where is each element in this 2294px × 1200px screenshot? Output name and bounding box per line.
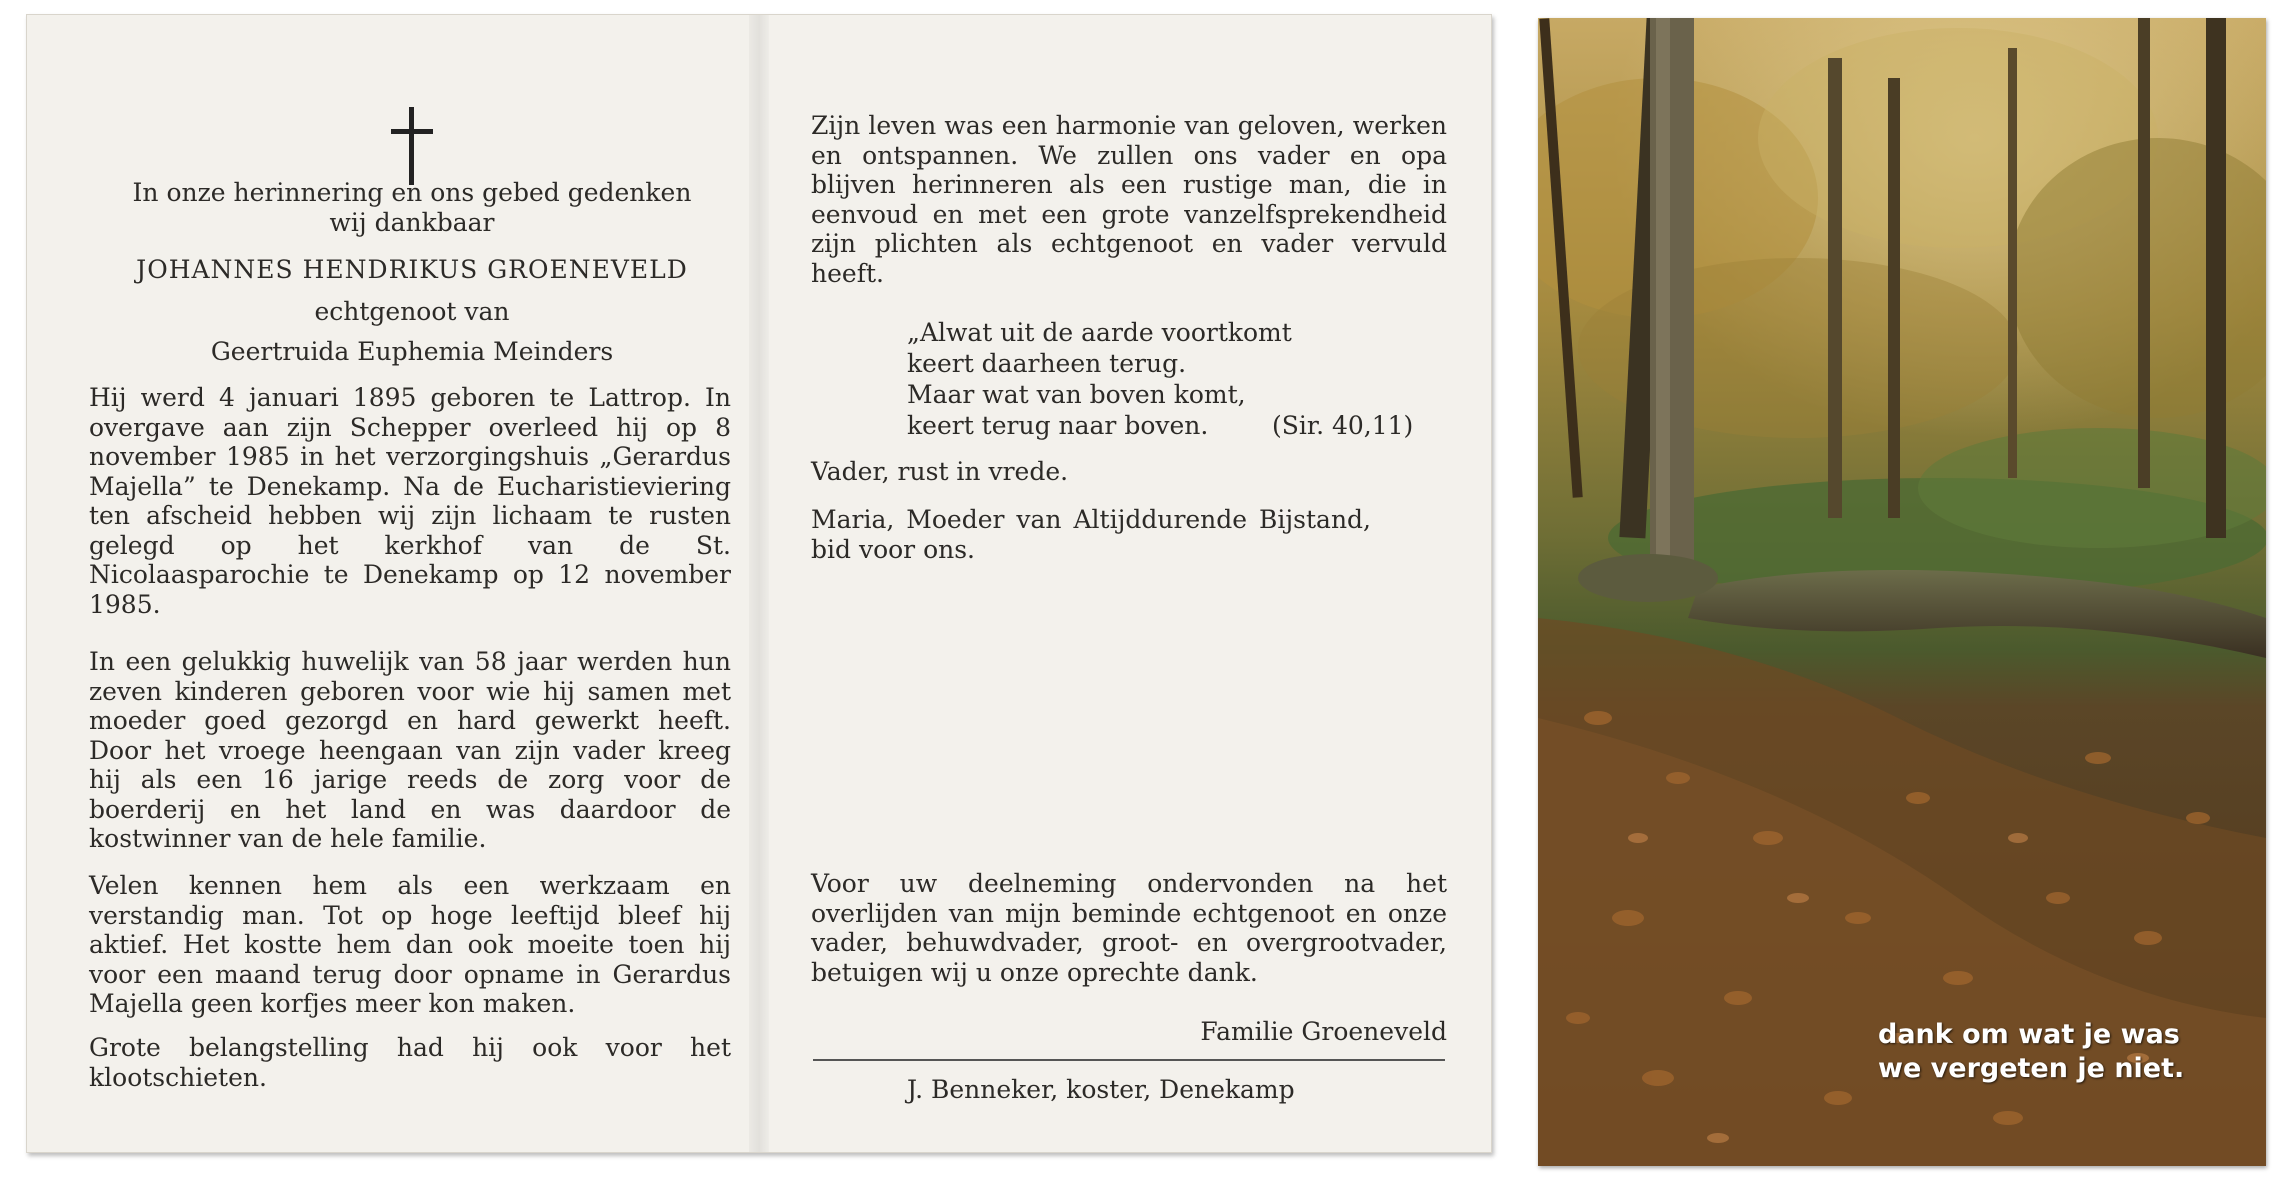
bio-paragraph-2: In een gelukkig huwelijk van 58 jaar werden hun zeven kinderen geboren voor wie hij samen met moeder goed gezorgd en hard gewerkt heeft. Door het vroege heengaan van zijn vader kreeg hij als een 16 jarige reeds de zorg voor de boerderij en het land en was daardoor de kostwinner van de hele familie. (89, 647, 731, 853)
divider (813, 1059, 1445, 1061)
deceased-name: JOHANNES HENDRIKUS GROENEVELD (136, 255, 688, 284)
poem-line-4: keert terug naar boven. (907, 411, 1209, 440)
forest-illustration (1538, 18, 2266, 1166)
cross-icon (387, 107, 437, 185)
spouse-label: echtgenoot van (314, 297, 510, 326)
poem-line-1: „Alwat uit de aarde voortkomt (907, 318, 1292, 347)
bio-paragraph-1: Hij werd 4 januari 1895 geboren te Lattrop. In overgave aan zijn Schepper overleed hij op 8 november 1985 in het verzorgingshuis „Gerardus Majella” te Denekamp. Na de Eucharistieviering ten afscheid hebben wij zijn lichaam te rusten gelegd op het kerkhof van de St. Nicolaasparochie te Denekamp op 12 november 1985. (89, 383, 731, 619)
poem-reference: (Sir. 40,11) (1272, 411, 1414, 440)
poem-line-3: Maar wat van boven komt, (907, 380, 1246, 409)
autumn-forest-photo (1538, 18, 2266, 1166)
photo-caption (1878, 1018, 2238, 1086)
intro-text: In onze herinnering en ons gebed gedenken wij dankbaar (132, 178, 692, 237)
poem-line-2: keert daarheen terug. (907, 349, 1187, 378)
spouse-name: Geertruida Euphemia Meinders (210, 337, 614, 366)
caption-line-2: we vergeten je niet. (1878, 1053, 2185, 1084)
bio-paragraph-3: Velen kennen hem als een werkzaam en verstandig man. Tot op hoge leeftijd bleef hij aktief. Het kostte hem dan ook moeite toen hij voor een maand terug door opname in Gerardus Majella geen korfjes meer kon maken. (89, 871, 731, 1018)
bio-paragraph-4: Grote belangstelling had hij ook voor het klootschieten. (89, 1033, 731, 1092)
thanks-paragraph: Voor uw deelneming ondervonden na het overlijden van mijn beminde echtgenoot en onze vader, behuwdvader, groot- en overgrootvader, betuigen wij u onze oprechte dank. (811, 869, 1447, 987)
poem (907, 317, 1414, 441)
printer-credit: J. Benneker, koster, Denekamp (907, 1075, 1295, 1104)
prayer-2: Maria, Moeder van Altijddurende Bijstand, bid voor ons. (811, 505, 1371, 564)
card-fold (749, 15, 769, 1152)
memorial-card (26, 14, 1492, 1153)
caption-line-1: dank om wat je was (1878, 1019, 2180, 1050)
life-paragraph: Zijn leven was een harmonie van geloven, werken en ontspannen. We zullen ons vader en opa blijven herinneren als een rustige man, die in eenvoud en met een grote vanzelfsprekendheid zijn plichten als echtgenoot en vader vervuld heeft. (811, 111, 1447, 288)
prayer-1: Vader, rust in vrede. (811, 457, 1069, 486)
signature: Familie Groeneveld (1200, 1017, 1447, 1046)
